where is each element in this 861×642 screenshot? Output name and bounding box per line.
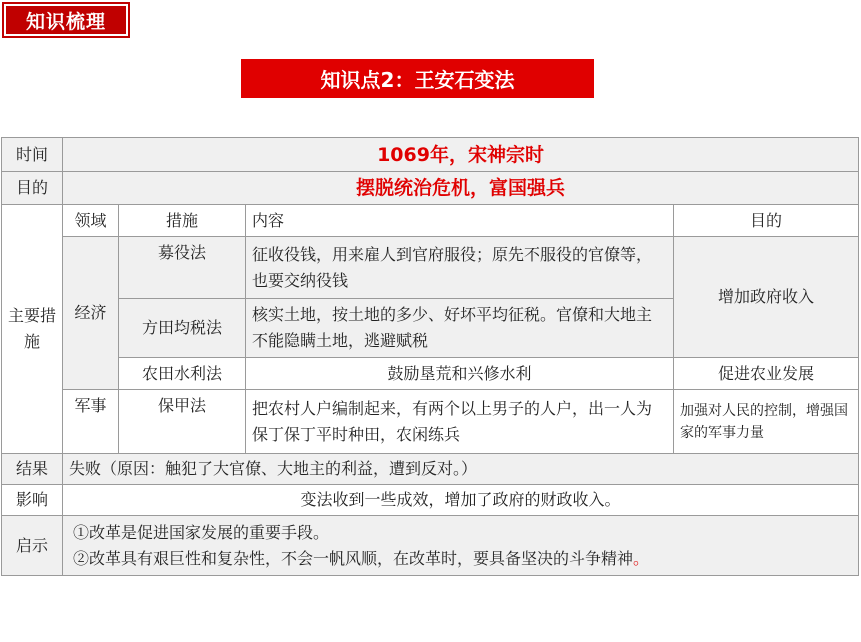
measure-goal: 加强对人民的控制，增强国家的军事力量 [674, 390, 859, 454]
lesson-item: ②改革具有艰巨性和复杂性，不会一帆风顺，在改革时，要具备坚决的斗争精神 [73, 548, 634, 568]
purpose-label: 目的 [2, 172, 63, 205]
measure-content: 把农村人户编制起来，有两个以上男子的人户，出一人为保丁保丁平时种田，农闲练兵 [246, 390, 674, 454]
measure-goal: 促进农业发展 [674, 358, 859, 390]
lesson-value [63, 516, 859, 576]
impact-label: 影响 [2, 485, 63, 516]
measure-row [2, 237, 859, 299]
measure-name: 方田均税法 [119, 299, 246, 358]
time-label: 时间 [2, 138, 63, 172]
lesson-row [2, 516, 859, 576]
economy-label: 经济 [63, 237, 119, 390]
measure-name: 募役法 [119, 237, 246, 299]
lesson-label: 启示 [2, 516, 63, 576]
measure-content: 核实土地，按土地的多少、好坏平均征税。官僚和大地主不能隐瞒土地，逃避赋税 [246, 299, 674, 358]
measure-row [2, 358, 859, 390]
column-field: 领域 [63, 205, 119, 237]
result-value: 失败（原因：触犯了大官僚、大地主的利益，遭到反对。） [63, 454, 859, 485]
purpose-row [2, 172, 859, 205]
purpose-value: 摆脱统治危机，富国强兵 [63, 172, 859, 205]
measure-content: 征收役钱，用来雇人到官府服役；原先不服役的官僚等，也要交纳役钱 [246, 237, 674, 299]
column-measure: 措施 [119, 205, 246, 237]
measure-name: 农田水利法 [119, 358, 246, 390]
topic-banner: 知识点2：王安石变法 [241, 59, 594, 98]
measures-header-row [2, 205, 859, 237]
result-label: 结果 [2, 454, 63, 485]
measure-content: 鼓励垦荒和兴修水利 [246, 358, 674, 390]
lesson-item-wrap [73, 546, 852, 572]
section-tag [2, 2, 130, 38]
military-label: 军事 [63, 390, 119, 454]
measures-label: 主要措施 [2, 205, 63, 454]
impact-row [2, 485, 859, 516]
lesson-end-mark: 。 [633, 548, 650, 568]
result-row [2, 454, 859, 485]
measure-row [2, 390, 859, 454]
column-content: 内容 [246, 205, 674, 237]
impact-value: 变法收到一些成效，增加了政府的财政收入。 [63, 485, 859, 516]
time-row [2, 138, 859, 172]
measure-goal: 增加政府收入 [674, 237, 859, 358]
lesson-item: ①改革是促进国家发展的重要手段。 [73, 522, 330, 542]
time-value: 1069年，宋神宗时 [63, 138, 859, 172]
section-tag-label: 知识梳理 [6, 6, 126, 34]
reform-table [1, 137, 859, 576]
measure-name: 保甲法 [119, 390, 246, 454]
column-goal: 目的 [674, 205, 859, 237]
